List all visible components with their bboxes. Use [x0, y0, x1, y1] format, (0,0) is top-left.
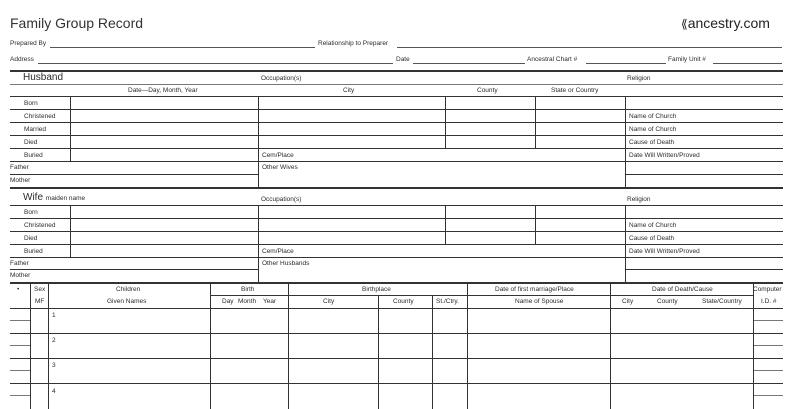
prepared-by-field[interactable]: [50, 47, 315, 48]
rule: [210, 295, 473, 296]
husband-father-label: Father: [10, 164, 29, 171]
relationship-label: Relationship to Preparer: [318, 40, 389, 47]
husband-mother-label: Mother: [10, 177, 31, 184]
family-unit-field[interactable]: [713, 63, 782, 64]
husband-religion-label: Religion: [627, 75, 651, 82]
col-county-header: County: [477, 87, 498, 94]
wife-father-label: Father: [10, 260, 29, 267]
rule: [10, 205, 783, 206]
col-divider: [258, 205, 259, 282]
col-divider: [432, 295, 433, 409]
logo-text: ancestry.com: [687, 15, 770, 31]
wife-mother-label: Mother: [10, 272, 31, 279]
death-city-header: City: [622, 298, 634, 305]
rule: [625, 174, 783, 175]
col-divider: [30, 282, 31, 409]
col-divider: [753, 282, 754, 409]
cem-place-label: Cem/Place: [262, 248, 294, 255]
death-header: Date of Death/Cause: [652, 286, 713, 293]
cem-place-label: Cem/Place: [262, 152, 294, 159]
col-divider: [210, 282, 211, 409]
given-names-header: Given Names: [107, 298, 147, 305]
col-divider: [445, 205, 446, 244]
birth-header: Birth: [241, 286, 255, 293]
rule: [10, 257, 783, 258]
leaf-icon: ⟪: [681, 17, 688, 31]
rule: [10, 84, 783, 85]
col-divider: [610, 282, 611, 409]
rule: [10, 320, 30, 321]
mf-header: MF: [35, 298, 45, 305]
ancestral-chart-label: Ancestral Chart #: [527, 56, 578, 63]
sex-header: Sex: [34, 286, 46, 293]
death-county-header: County: [657, 298, 678, 305]
cause-of-death-label: Cause of Death: [629, 139, 675, 146]
relationship-field[interactable]: [397, 47, 782, 48]
husband-title: Husband: [23, 72, 64, 83]
rule: [10, 244, 783, 245]
rule: [10, 161, 783, 162]
event-christened: Christened: [24, 222, 56, 229]
will-label: Date Will Written/Proved: [629, 152, 700, 159]
rule: [10, 395, 30, 396]
col-divider: [288, 282, 289, 409]
ancestral-chart-field[interactable]: [586, 63, 666, 64]
rule: [753, 395, 783, 396]
church-label: Name of Church: [629, 126, 677, 133]
col-divider: [625, 96, 626, 187]
rule: [10, 231, 783, 232]
st-ctry-header: St./Ctry.: [436, 298, 459, 305]
page-title: Family Group Record: [10, 15, 144, 31]
col-date-header: Date—Day, Month, Year: [128, 87, 198, 94]
rule: [10, 308, 783, 309]
wife-occupation-label: Occupation(s): [261, 196, 302, 203]
marriage-header: Date of first marriage/Place: [495, 286, 574, 293]
date-label: Date: [396, 56, 410, 63]
month-header: Month: [238, 298, 257, 305]
rule: [10, 148, 783, 149]
computer-header: Computer: [753, 286, 782, 293]
col-divider: [70, 205, 71, 257]
event-died: Died: [24, 235, 38, 242]
col-divider: [535, 96, 536, 148]
id-header: I.D. #: [761, 298, 777, 305]
husband-top-rule: [10, 70, 783, 72]
children-header: Children: [116, 286, 141, 293]
maiden-name-label: maiden name: [45, 195, 86, 202]
wife-label: Wife: [23, 192, 43, 203]
death-state-header: State/Country: [702, 298, 742, 305]
child-number: 1: [52, 312, 56, 319]
rule: [10, 109, 783, 110]
husband-occupation-label: Occupation(s): [261, 75, 302, 82]
rule: [10, 383, 783, 384]
rule: [10, 96, 783, 97]
rule: [10, 187, 783, 189]
event-buried: Buried: [24, 152, 43, 159]
rule: [625, 269, 783, 270]
bullet-header: •: [17, 286, 20, 293]
family-unit-label: Family Unit #: [668, 56, 706, 63]
address-label: Address: [10, 56, 34, 63]
rule: [753, 345, 783, 346]
rule: [753, 370, 783, 371]
rule: [10, 269, 258, 270]
wife-religion-label: Religion: [627, 196, 651, 203]
address-field[interactable]: [38, 63, 393, 64]
prepared-by-label: Prepared By: [10, 40, 47, 47]
year-header: Year: [263, 298, 277, 305]
wife-title: [23, 192, 85, 203]
church-label: Name of Church: [629, 222, 677, 229]
spouse-header: Name of Spouse: [515, 298, 564, 305]
event-christened: Christened: [24, 113, 56, 120]
city-header: City: [323, 298, 335, 305]
church-label: Name of Church: [629, 113, 677, 120]
date-field[interactable]: [413, 63, 525, 64]
col-city-header: City: [343, 87, 355, 94]
rule: [10, 333, 783, 334]
county-header: County: [393, 298, 414, 305]
col-divider: [70, 96, 71, 161]
col-divider: [445, 96, 446, 148]
cause-of-death-label: Cause of Death: [629, 235, 675, 242]
col-divider: [467, 282, 468, 409]
rule: [10, 122, 783, 123]
col-divider: [535, 205, 536, 244]
rule: [10, 135, 783, 136]
rule: [10, 282, 783, 284]
ancestry-logo: [681, 15, 770, 33]
will-label: Date Will Written/Proved: [629, 248, 700, 255]
event-born: Born: [24, 209, 38, 216]
rule: [10, 370, 30, 371]
child-number: 3: [52, 362, 56, 369]
other-husbands-label: Other Husbands: [262, 260, 310, 267]
child-number: 2: [52, 337, 56, 344]
child-number: 4: [52, 388, 56, 395]
day-header: Day: [222, 298, 234, 305]
rule: [10, 345, 30, 346]
rule: [10, 174, 258, 175]
col-divider: [625, 205, 626, 282]
other-wives-label: Other Wives: [262, 164, 298, 171]
col-divider: [378, 295, 379, 409]
col-divider: [258, 96, 259, 187]
event-died: Died: [24, 139, 38, 146]
event-married: Married: [24, 126, 47, 133]
rule: [10, 358, 783, 359]
event-born: Born: [24, 100, 38, 107]
birthplace-header: Birthplace: [362, 286, 391, 293]
rule: [10, 218, 783, 219]
rule: [753, 320, 783, 321]
col-state-header: State or Country: [551, 87, 599, 94]
col-divider: [48, 282, 49, 409]
event-buried: Buried: [24, 248, 43, 255]
